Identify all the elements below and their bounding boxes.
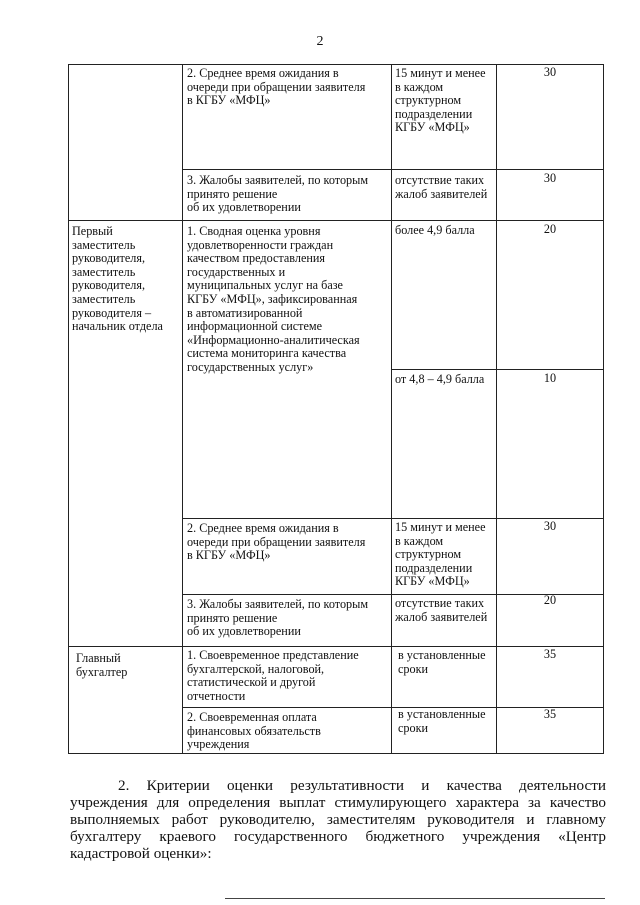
table-border-left (68, 64, 69, 754)
score-cell: 30 (543, 519, 557, 533)
criteria-paragraph (70, 777, 606, 862)
score-cell: 30 (543, 171, 557, 185)
paragraph-line: учреждения для определения выплат стимулирующего характера за качество (70, 794, 606, 811)
table-border-top (68, 64, 604, 65)
condition-cell: отсутствие таких жалоб заявителей (395, 173, 488, 201)
table-border-right (603, 64, 604, 754)
table-row-divider (391, 369, 604, 370)
condition-cell: 15 минут и менее в каждом структурном подразделении КГБУ «МФЦ» (395, 66, 486, 135)
table-border-bottom (68, 753, 604, 754)
criteria-table (68, 64, 604, 754)
paragraph-line: бухгалтеру краевого государственного бюджетного учреждения «Центр (70, 828, 606, 845)
score-cell: 30 (543, 65, 557, 79)
condition-cell: 15 минут и менее в каждом структурном подразделении КГБУ «МФЦ» (395, 520, 486, 589)
criterion-cell: 3. Жалобы заявителей, по которым принято решение об их удовлетворении (187, 173, 369, 215)
table-row-divider (182, 518, 604, 519)
position-cell: Первый заместитель руководителя, заместитель руководителя, заместитель руководителя – начальник отдела (72, 224, 163, 334)
table-col-divider-2 (391, 64, 392, 754)
criterion-cell: 1. Своевременное представление бухгалтерской, налоговой, статистической и другой отчетности (187, 648, 359, 703)
score-cell: 35 (543, 707, 557, 721)
table-col-divider-1 (182, 64, 183, 754)
position-cell: Главный бухгалтер (76, 651, 128, 679)
condition-cell: более 4,9 балла (395, 223, 475, 237)
score-cell: 10 (543, 371, 557, 385)
paragraph-line: кадастровой оценки»: (70, 845, 212, 862)
condition-cell: отсутствие таких жалоб заявителей (395, 596, 488, 624)
footer-rule (225, 898, 605, 899)
table-row-divider (68, 646, 604, 647)
score-cell: 20 (543, 222, 557, 236)
table-row-divider (68, 220, 604, 221)
paragraph-line: выполняемых работ руководителю, заместителям руководителя и главному (70, 811, 606, 828)
criterion-cell: 3. Жалобы заявителей, по которым принято решение об их удовлетворении (187, 597, 369, 639)
score-cell: 20 (543, 593, 557, 607)
condition-cell: от 4,8 – 4,9 балла (395, 372, 485, 386)
criterion-cell: 2. Среднее время ожидания в очереди при обращении заявителя в КГБУ «МФЦ» (187, 521, 366, 563)
condition-cell: в установленные сроки (398, 648, 486, 676)
criterion-cell: 2. Своевременная оплата финансовых обязательств учреждения (187, 710, 321, 752)
condition-cell: в установленные сроки (398, 707, 486, 735)
score-cell: 35 (543, 647, 557, 661)
table-row-divider (182, 169, 604, 170)
paragraph-line: 2. Критерии оценки результативности и качества деятельности (118, 777, 606, 794)
page-number: 2 (316, 34, 324, 49)
criterion-cell: 1. Сводная оценка уровня удовлетворенности граждан качеством предоставления государственных и муниципальных услуг на базе КГБУ «МФЦ», зафиксированная в автоматизированной информационной системе «Информационно-аналитическая система мониторинга качества государственных услуг» (187, 224, 360, 374)
criterion-cell: 2. Среднее время ожидания в очереди при обращении заявителя в КГБУ «МФЦ» (187, 66, 366, 108)
